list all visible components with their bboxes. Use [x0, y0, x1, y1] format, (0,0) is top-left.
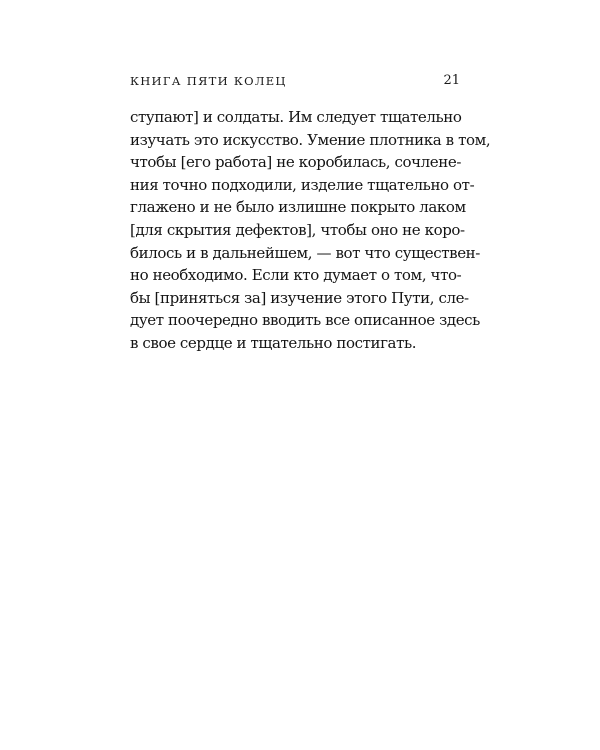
text-line: чтобы [его работа] не коробилась, сочлене-: [130, 153, 462, 172]
text-line: глажено и не было излишне покрыто лаком: [130, 198, 466, 217]
page-number: 21: [443, 73, 460, 88]
text-line: билось и в дальнейшем, — вот что существен-: [130, 243, 480, 262]
text-line: изучать это искусство. Умение плотника в том,: [130, 130, 491, 149]
text-line: в свое сердце и тщательно постигать.: [130, 333, 417, 352]
text-line: ступают] и солдаты. Им следует тщательно: [130, 108, 462, 126]
book-title: КНИГА ПЯТИ КОЛЕЦ: [130, 74, 287, 88]
text-line: бы [приняться за] изучение этого Пути, сле-: [130, 288, 469, 307]
text-line: но необходимо. Если кто думает о том, что-: [130, 266, 462, 285]
text-line: ния точно подходили, изделие тщательно от-: [130, 175, 475, 194]
body-text: [130, 106, 491, 355]
text-line: дует поочередно вводить все описанное здесь: [130, 311, 480, 330]
running-head: [130, 74, 460, 94]
text-line: [для скрытия дефектов], чтобы оно не коро-: [130, 220, 465, 239]
